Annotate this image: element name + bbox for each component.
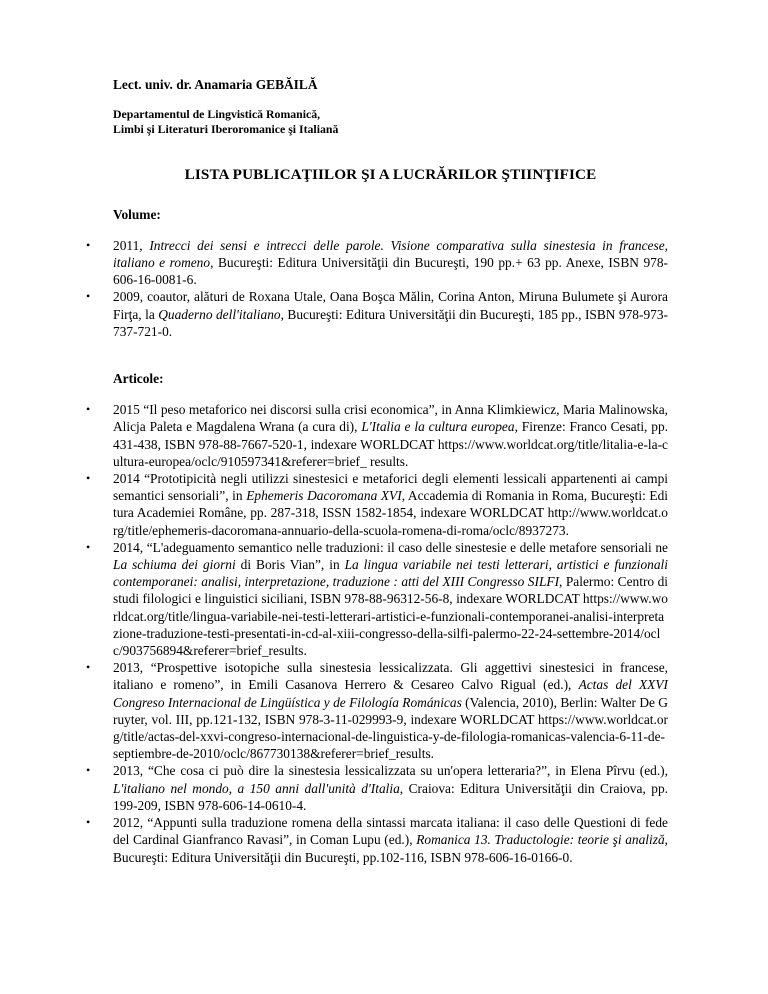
item-text: 2015 “Il peso metaforico nei discorsi sulla crisi economica”, in Anna Klimkiewicz, Maria Malinowska, Alicja Paleta e Magdalena Wrana (a cura di), <box>113 402 668 435</box>
item-title: La schiuma dei giorni <box>113 557 236 573</box>
item-title: Romanica 13. Traductologie: teorie şi analiză <box>416 832 665 848</box>
list-item <box>86 659 668 762</box>
list-item <box>86 288 668 340</box>
department-line-2: Limbi şi Literaturi Iberoromanice şi Italiană <box>113 121 339 136</box>
item-text: 2014, “L'adeguamento semantico nelle traduzioni: il caso delle sinestesie e delle metafore sensoriali ne <box>113 539 668 555</box>
articles-list <box>86 401 669 865</box>
item-text: 2013, “Che cosa ci può dire la sinestesia lessicalizzata su un'opera letteraria?”, in Elena Pîrvu (ed.), <box>113 763 668 779</box>
item-text: , Bucureşti: Editura Universităţii din Bucureşti, 185 pp., ISBN 978-973-737-721-0. <box>113 306 668 339</box>
department-line-1: Departamentul de Lingvistică Romanică, <box>113 107 321 122</box>
item-text: 2011, <box>113 237 150 253</box>
item-text: , Firenze: Franco Cesati, pp. 431-438, ISBN 978-88-7667-520-1, indexare WORLDCAT https://www.worldcat.org/title/litalia-e-la-cultura-europea/oclc/910597341&referer=brief_ results. <box>113 419 668 469</box>
volumes-heading: Volume: <box>113 206 161 222</box>
item-text: 2009, coautor, alături de Roxana Utale, Oana Boşca Mălin, Corina Anton, Miruna Bulumete şi Aurora Firţa, la <box>113 289 668 322</box>
bullet-icon: • <box>86 763 91 778</box>
item-title: Intrecci dei sensi e intrecci delle parole. Visione comparativa sulla sinestesia in francese, italiano e romeno <box>113 237 668 270</box>
bullet-icon: • <box>86 815 91 830</box>
bullet-icon: • <box>86 289 91 304</box>
bullet-icon: • <box>86 539 91 554</box>
articles-heading: Articole: <box>113 371 164 387</box>
item-text: , Bucureşti: Editura Universităţii din Bucureşti, pp.102-116, ISBN 978-606-16-0166-0. <box>113 832 669 865</box>
item-text: (Valencia, 2010), Berlin: Walter De Gruyter, vol. III, pp.121-132, ISBN 978-3-11-029993-9, indexare WORLDCAT https://www.worldcat.org/title/actas-del-xxvi-congreso-internacional-de-linguistica-y-de-filologia-romanicas-valencia-6-11-de-septiembre-de-2010/oclc/867730138&referer=brief_results. <box>113 694 668 762</box>
bullet-icon: • <box>86 471 91 486</box>
list-item <box>86 814 669 866</box>
item-title: Actas del XXVI Congreso Internacional de Lingüística y de Filología Románicas <box>113 677 668 710</box>
author-name: Lect. univ. dr. Anamaria GEBĂILĂ <box>113 77 318 92</box>
list-item <box>86 237 669 289</box>
item-text: , Palermo: Centro di studi filologici e linguistici siciliani, ISBN 978-88-96312-56-8, indexare WORLDCAT https://www.worldcat.org/title/lingua-variabile-nei-testi-letterari-artistici-e-funzionali-contemporanei-analisi-interpretazione-traduzione-testi-presentati-in-cd-al-xiii-congresso-della-silfi-palermo-22-24-settembre-2014/oclc/903756894&referer=brief_results. <box>113 574 668 659</box>
item-text: , Bucureşti: Editura Universităţii din Bucureşti, 190 pp.+ 63 pp. Anexe, ISBN 978-606-16-0081-6. <box>113 255 669 288</box>
bullet-icon: • <box>86 660 91 675</box>
item-title: L'italiano nel mondo, a 150 anni dall'unità d'Italia <box>113 780 400 796</box>
item-title: Ephemeris Dacoromana XVI <box>246 488 402 504</box>
item-text: , Craiova: Editura Universităţii din Craiova, pp. 199-209, ISBN 978-606-14-0610-4. <box>113 780 668 813</box>
item-title: La lingua variabile nei testi letterari, artistici e funzionali contemporanei: analisi, interpretazione, traduzione : atti del XIII Congresso SILFI <box>113 557 668 590</box>
item-title: L'Italia e la cultura europea <box>361 419 515 435</box>
list-item <box>86 401 668 470</box>
item-text: 2012, “Appunti sulla traduzione romena della sintassi marcata italiana: il caso delle Questioni di fede del Cardinal Gianfranco Ravasi”, in Coman Lupu (ed.), <box>113 815 668 848</box>
item-title: Quaderno dell'italiano <box>158 306 281 322</box>
item-text: , Accademia di Romania in Roma, Bucureşti: Editura Academiei Române, pp. 287-318, ISSN 1582-1854, indexare WORLDCAT http://www.worldcat.org/title/ephemeris-dacoromana-annuario-della-scuola-romena-di-roma/oclc/8937273. <box>113 488 669 538</box>
volumes-list <box>86 237 669 340</box>
item-text: 2014 “Prototipicità negli utilizzi sinestesici e metaforici degli elementi lessicali appartenenti ai campi semantici sensoriali”, in <box>113 471 668 504</box>
bullet-icon: • <box>86 237 91 252</box>
item-text: 2013, “Prospettive isotopiche sulla sinestesia lessicalizzata. Gli aggettivi sinestesici in francese, italiano e romeno”, in Emili Casanova Herrero & Cesareo Calvo Rigual (ed.), <box>113 660 668 693</box>
document-title: LISTA PUBLICAŢIILOR ŞI A LUCRĂRILOR ŞTIINŢIFICE <box>184 166 597 184</box>
list-item <box>86 762 668 814</box>
list-item <box>86 539 668 659</box>
item-text: di Boris Vian”, in <box>235 557 345 573</box>
list-item <box>86 470 669 539</box>
bullet-icon: • <box>86 402 91 417</box>
